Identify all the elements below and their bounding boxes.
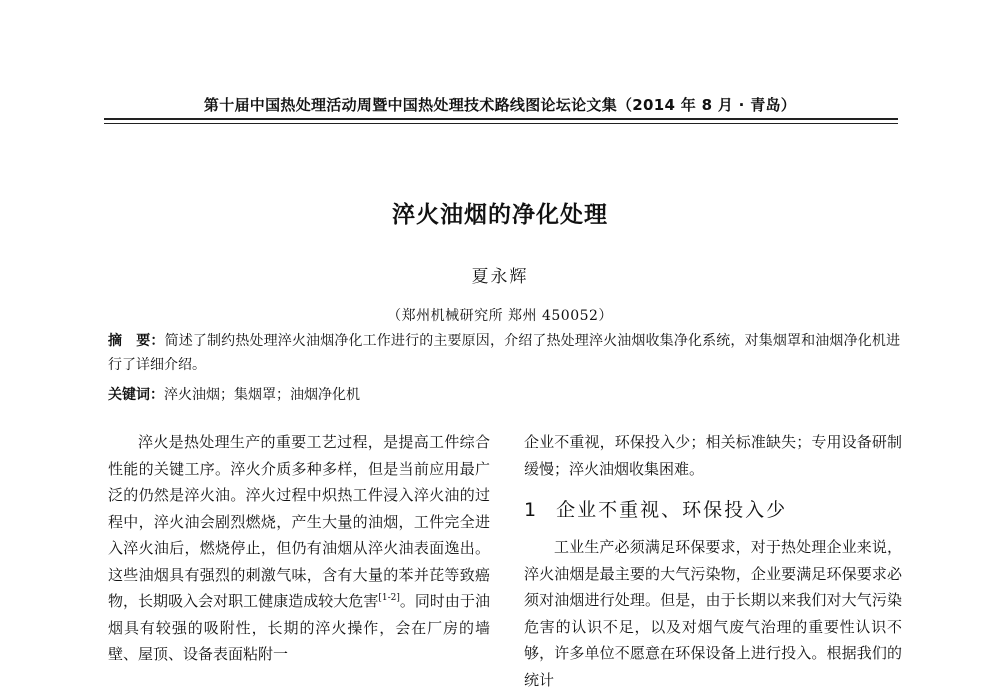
body-paragraph: 企业不重视，环保投入少；相关标准缺失；专用设备研制缓慢；淬火油烟收集困难。	[524, 433, 902, 478]
abstract	[108, 329, 900, 377]
running-header: 第十届中国热处理活动周暨中国热处理技术路线图论坛论文集（2014 年 8 月 · 青岛）	[203, 96, 797, 114]
header-rule-thin	[104, 123, 898, 124]
body-right-column	[524, 429, 902, 693]
section-title: 企业不重视、环保投入少	[556, 499, 788, 521]
keywords	[108, 383, 900, 407]
keywords-text: 淬火油烟；集烟罩；油烟净化机	[164, 387, 360, 403]
header-rule-thick	[104, 118, 898, 120]
section-number: 1	[524, 499, 539, 521]
body-paragraph: 工业生产必须满足环保要求，对于热处理企业来说，淬火油烟是最主要的大气污染物，企业要满足环保要求必须对油烟进行处理。但是，由于长期以来我们对大气污染危害的认识不足，以及对烟气废气治理的重要性认识不够，许多单位不愿意在环保设备上进行投入。根据我们的统计	[524, 538, 902, 689]
affiliation: （郑州机械研究所 郑州 450052）	[387, 308, 613, 324]
citation: [1-2]	[378, 593, 400, 603]
author: 夏永辉	[471, 267, 529, 287]
keywords-label: 关键词：	[108, 387, 164, 403]
paper-title: 淬火油烟的净化处理	[392, 202, 608, 228]
body-paragraph-continuation: 。同时由于油烟具有较强的吸附性，长期的淬火操作，会在厂房的墙壁、屋顶、设备表面粘附一	[108, 592, 490, 663]
section-heading	[524, 498, 902, 522]
abstract-text: 简述了制约热处理淬火油烟净化工作进行的主要原因，介绍了热处理淬火油烟收集净化系统，对集烟罩和油烟净化机进行了详细介绍。	[108, 333, 901, 373]
body-paragraph-text: 淬火是热处理生产的重要工艺过程，是提高工件综合性能的关键工序。淬火介质多种多样，但是当前应用最广泛的仍然是淬火油。淬火过程中炽热工件浸入淬火油的过程中，淬火油会剧烈燃烧，产生大量的油烟，工件完全进入淬火油后，燃烧停止，但仍有油烟从淬火油表面逸出。这些油烟具有强烈的刺激气味，含有大量的苯并芘等致癌物，长期吸入会对职工健康造成较大危害	[108, 433, 490, 610]
abstract-label: 摘 要：	[108, 333, 165, 349]
body-left-column	[108, 429, 490, 668]
body-paragraph	[108, 429, 490, 668]
